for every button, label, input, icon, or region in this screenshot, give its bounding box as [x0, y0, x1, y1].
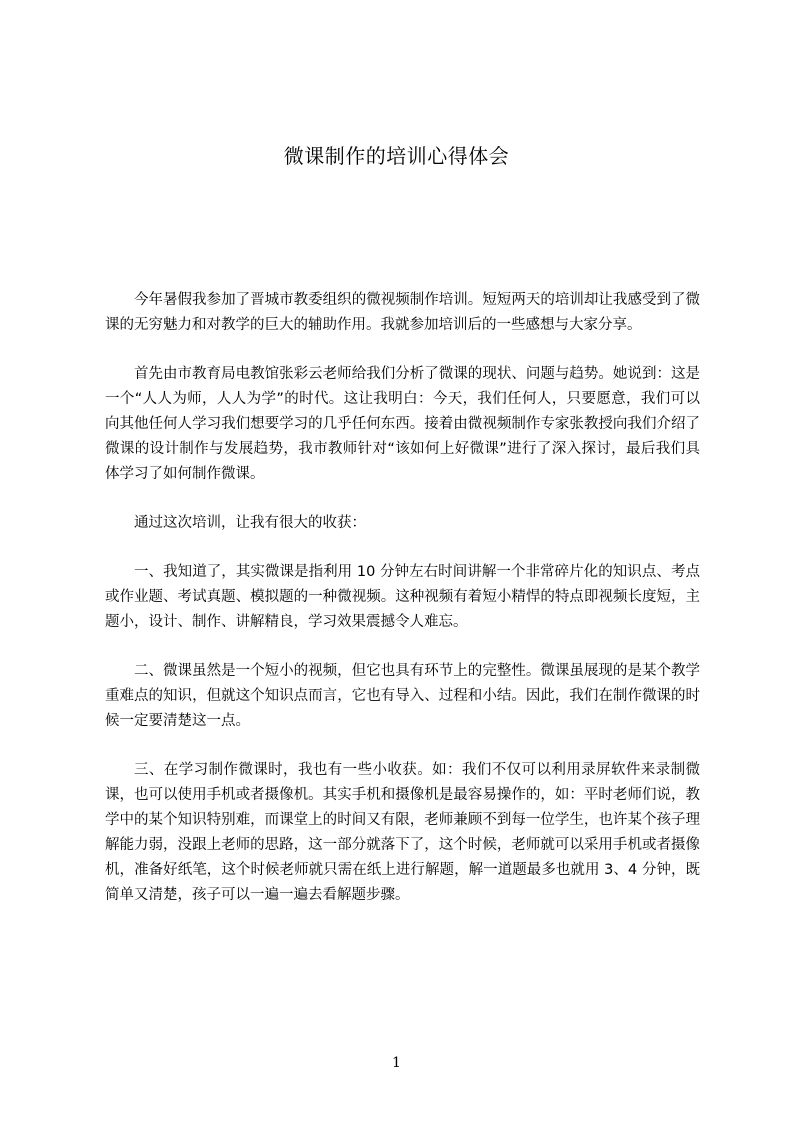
- paragraph-point-one: 一、我知道了，其实微课是指利用 10 分钟左右时间讲解一个非常碎片化的知识点、考点或作业题、考试真题、模拟题的一种微视频。这种视频有着短小精悍的特点即视频长度短，主题小，设计、制作、讲解精良，学习效果震撼令人难忘。: [105, 564, 700, 630]
- paragraph-intro: 今年暑假我参加了晋城市教委组织的微视频制作培训。短短两天的培训却让我感受到了微课的无穷魅力和对教学的巨大的辅助作用。我就参加培训后的一些感想与大家分享。: [105, 292, 700, 333]
- document-body: [105, 288, 700, 908]
- document-title: 微课制作的培训心得体会: [283, 144, 510, 168]
- paragraph-training-content: 首先由市教育局电教馆张彩云老师给我们分析了微课的现状、问题与趋势。她说到：这是一个“人人为师，人人为学”的时代。这让我明白：今天，我们任何人，只要愿意，我们可以向其他任何人学习我们想要学习的几乎任何东西。接着由微视频制作专家张教授向我们介绍了微课的设计制作与发展趋势，我市教师针对“该如何上好微课”进行了深入探讨，最后我们具体学习了如何制作微课。: [105, 366, 700, 482]
- paragraph-gains-intro: 通过这次培训，让我有很大的收获：: [134, 515, 366, 531]
- paragraph-point-three: 三、在学习制作微课时，我也有一些小收获。如：我们不仅可以利用录屏软件来录制微课，也可以使用手机或者摄像机。其实手机和摄像机是最容易操作的，如：平时老师们说，教学中的某个知识特别难，而课堂上的时间又有限，老师兼顾不到每一位学生，也许某个孩子理解能力弱，没跟上老师的思路，这一部分就落下了，这个时候，老师就可以采用手机或者摄像机，准备好纸笔，这个时候老师就只需在纸上进行解题，解一道题最多也就用 3、4 分钟，既简单又清楚，孩子可以一遍一遍去看解题步骤。: [105, 762, 700, 903]
- page-number: 1: [392, 1055, 401, 1071]
- paragraph-point-two: 二、微课虽然是一个短小的视频，但它也具有环节上的完整性。微课虽展现的是某个教学重难点的知识，但就这个知识点而言，它也有导入、过程和小结。因此，我们在制作微课的时候一定要清楚这一点。: [105, 663, 700, 729]
